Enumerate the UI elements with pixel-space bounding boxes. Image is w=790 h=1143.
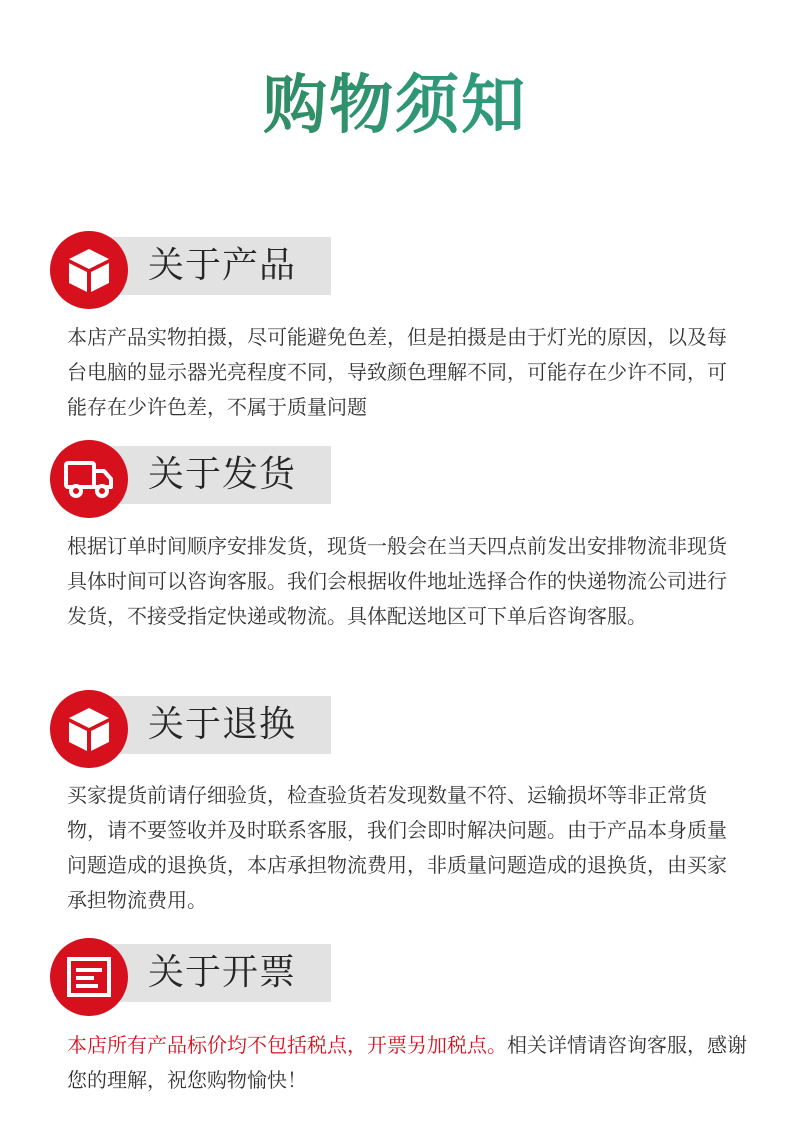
section-body: 根据订单时间顺序安排发货，现货一般会在当天四点前发出安排物流非现货具体时间可以咨询客服。我们会根据收件地址选择合作的快递物流公司进行发货，不接受指定快递或物流。具体配送地区可下单后咨询客服。 [67,534,727,628]
section-heading: 关于发货 [148,454,297,495]
section-heading: 关于退换 [148,704,297,745]
box-icon [50,231,128,309]
section-heading: 关于产品 [148,245,297,286]
box-icon [50,690,128,768]
section-body: 买家提货前请仔细验货，检查验货若发现数量不符、运输损坏等非正常货物，请不要签收并及时联系客服，我们会即时解决问题。由于产品本身质量问题造成的退换货，本店承担物流费用，非质量问题造成的退换货，由买家承担物流费用。 [67,783,727,912]
invoice-icon [50,938,128,1016]
page-title: 购物须知 [0,66,790,146]
section-body [67,1028,757,1098]
section-heading: 关于开票 [148,952,297,993]
truck-icon [50,440,128,518]
section-body: 本店产品实物拍摄，尽可能避免色差，但是拍摄是由于灯光的原因，以及每台电脑的显示器光亮程度不同，导致颜色理解不同，可能存在少许不同，可能存在少许色差，不属于质量问题 [67,325,727,419]
highlight-text: 本店所有产品标价均不包括税点，开票另加税点。 [67,1033,507,1057]
body-text: 相关详情请咨询客服，感谢您的理解，祝您购物愉快！ [67,1033,747,1092]
